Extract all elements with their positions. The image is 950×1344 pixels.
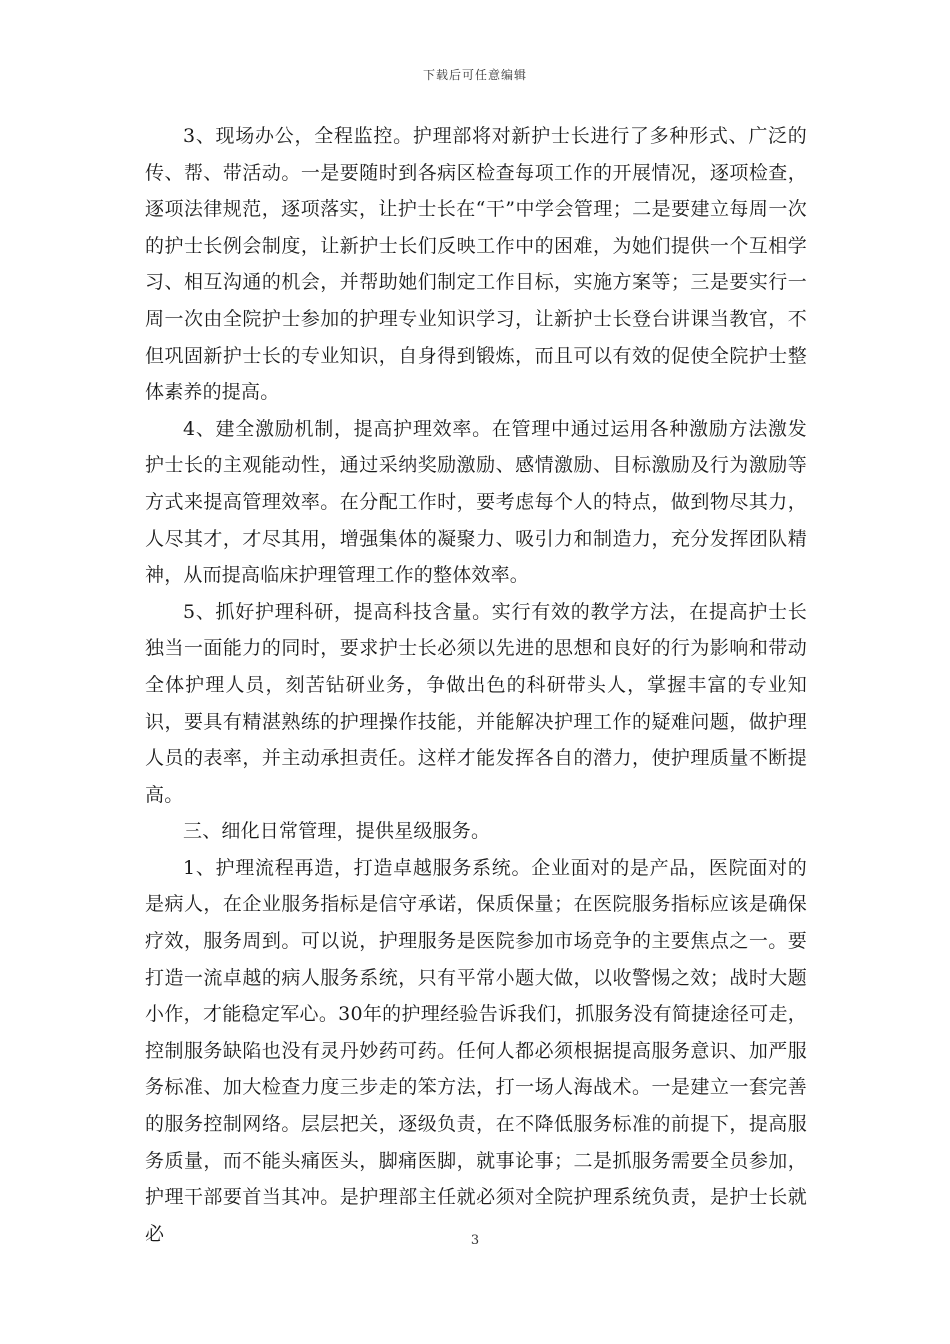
paragraph-process-reengineering: 1、护理流程再造，打造卓越服务系统。企业面对的是产品，医院面对的是病人，在企业服务指标是信守承诺，保质保量；在医院服务指标应该是确保疗效，服务周到。可以说，护理服务是医院参加市场竞争的主要焦点之一。要打造一流卓越的病人服务系统，只有平常小题大做，以收警惕之效；战时大题小作，才能稳定军心。30年的护理经验告诉我们，抓服务没有简捷途径可走，控制服务缺陷也没有灵丹妙药可药。任何人都必须根据提高服务意识、加严服务标准、加大检查力度三步走的笨方法，打一场人海战术。一是建立一套完善的服务控制网络。层层把关，逐级负责，在不降低服务标准的前提下，提高服务质量，而不能头痛医头，脚痛医脚，就事论事；二是抓服务需要全员参加，护理干部要首当其冲。是护理部主任就必须对全院护理系统负责，是护士长就必	[145, 856, 807, 1245]
paragraph-nursing-research: 5、抓好护理科研，提高科技含量。实行有效的教学方法，在提高护士长独当一面能力的同时，要求护士长必须以先进的思想和良好的行为影响和带动全体护理人员，刻苦钻研业务，争做出色的科研带头人，掌握丰富的专业知识，要具有精湛熟练的护理操作技能，并能解决护理工作的疑难问题，做护理人员的表率，并主动承担责任。这样才能发挥各自的潜力，使护理质量不断提高。	[145, 600, 807, 806]
paragraph-onsite-office: 3、现场办公，全程监控。护理部将对新护士长进行了多种形式、广泛的传、帮、带活动。一是要随时到各病区检查每项工作的开展情况，逐项检查，逐项法律规范，逐项落实，让护士长在“干”中学会管理；二是要建立每周一次的护士长例会制度，让新护士长们反映工作中的困难，为她们提供一个互相学习、相互沟通的机会，并帮助她们制定工作目标，实施方案等；三是要实行一周一次由全院护士参加的护理专业知识学习，让新护士长登台讲课当教官，不但巩固新护士长的专业知识，自身得到锻炼，而且可以有效的促使全院护士整体素养的提高。	[145, 125, 807, 404]
page-number: 3	[470, 1233, 480, 1248]
section-heading-daily-management: 三、细化日常管理，提供星级服务。	[183, 820, 491, 843]
page-header: 下载后可任意编辑	[422, 68, 527, 82]
document-body	[145, 118, 807, 1252]
paragraph-incentive-mechanism: 4、建全激励机制，提高护理效率。在管理中通过运用各种激励方法激发护士长的主观能动性，通过采纳奖励激励、感情激励、目标激励及行为激励等方式来提高管理效率。在分配工作时，要考虑每个人的特点，做到物尽其力，人尽其才，才尽其用，增强集体的凝聚力、吸引力和制造力，充分发挥团队精神，从而提高临床护理管理工作的整体效率。	[145, 417, 807, 587]
